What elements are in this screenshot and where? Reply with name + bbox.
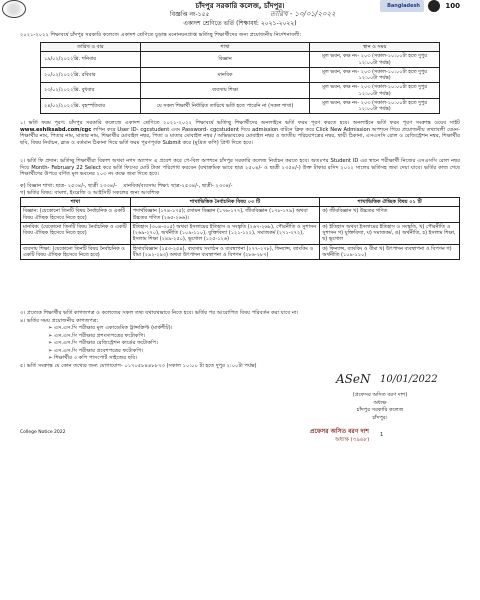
intro-text: ২০২১-২০২২ শিক্ষাবর্ষে চাঁদপুর সরকারি কলেজে একাদশ শ্রেণিতে চূড়ান্ত মনোনয়নপ্রাপ্ত ভর্তিচ্ছু শিক্ষার্থীদের জন্য প্রয়োজনীয় নির্দেশনাবলী: [20,32,302,38]
para1-text-b: লগিন করে User ID- cgcstudent এবং Password- cgcstudent দিয়ে admission বাটনে ক্লিক করে Click New Admission অপশনে গিয়ে প্রয়োজনীয় তথ্যাবলী যেমন- শিক্ষার্থীর নাম, পিতার নাম, মাতার নাম, শিক্ষার্থীর মোবাইল নম্বর, পিতা ও মাতার মোবাইল নম্বর / অভিভাবকের মোবাইল নম্বর ও জাতীয় পরিচয়পত্রের নম্বর, স্থায়ী ঠিকানা, এসএসসি রোল ও রেজিস্ট্রেশন নম্বর, শিক্ষার্থীর ছবি, বিষয় নির্বাচন, ব্লাড ও বর্তমান ঠিকানা দিয়ে ভর্তি ফরম পূরণপূর্বক Submit করে (মুদ্রিত কপি) প্রিন্ট দিতে হবে। [20,126,460,146]
row-date: ২০/০২/২০২২খ্রি. রবিবার [41,67,141,83]
para1-text-a: ১। ভর্তি ফরম পূরণ: চাঁদপুর সরকারি কলেজে একাদশ শ্রেণিতে ২০২১-২০২২ শিক্ষাবর্ষে ভর্তিচ্ছু শিক্ষার্থীদের অনলাইনে ভর্তি ফরম পূরণ করতে হবে। অনলাইনে ভর্তি ফরম পূরণ সংক্রান্ত ওয়েব সাইট [20,120,460,126]
list-item: ➢ এস.এস.সি পরীক্ষার রেজিস্ট্রেশন কার্ডের ফটোকপি। [48,340,158,346]
row-venue: মূল ভবন, কক্ষ নং- ২০৩ (সকাল-১০:০০টা হতে দুপুর ১২:০০টা পর্যন্ত) [310,83,440,99]
principal-city: চাঁদপুর। [372,414,388,421]
signature-block [300,392,460,422]
table-row [41,83,440,99]
notice-date: তারিখ - ১০/০১/২০২২ [270,10,336,18]
row-date: ২৩/০২/২০২২খ্রি. বুধবার [41,83,141,99]
bullet-text: শিক্ষার্থীর ৩ কপি পাসপোর্ট সাইজের ছবি। [54,355,138,361]
table-row [21,207,460,223]
instructions-list [20,310,460,370]
table-row [41,67,440,83]
table-row [21,222,460,244]
fee-payment-paragraph: ২। ভর্তি ফি প্রদান: ভর্তিচ্ছু শিক্ষার্থীরা বিকাশ অথবা নগদ অ্যাপস এ প্রবেশ করে পে-বিল অপশনে চাঁদপুর সরকারি কলেজ নির্বাচন করতে হবে। অতঃপর Student ID এর স্থানে পরীক্ষার্থী নিজের এসএসসি রোল নম্বর দিয়ে Month- February 22 Select করে ভর্তি ফিসের মোট টাকা পরিশোধ করবেন (যথাক্রমিক ভাবে ছাত্র ২৫০৪/- ও ছাত্রী ২৩৫৪/-) উক্ত টাকার রসিদ ২০২২ সালের ভর্তিসহ জমা দেয়া যাবে। ভর্তির কাজ শেষে শিক্ষার্থীদের উপরে বর্ণিত মূল ভবনের ২০৩ নং কক্ষে জমা দিতে হবে। [20,158,460,177]
footer-label: College Notice 2022 [20,430,66,435]
bullet-text: এস.এস.সি পরীক্ষার মূল একাডেমিক ট্রান্সক্রিপ্ট (মার্কশীট)। [54,325,173,331]
fee-humanities: মানবিক/ব্যবসায় শিক্ষা: ছাত্র-২৫৩৪/-, ছাত্রী- ২৩৩৪/- [123,183,233,189]
row-branch: ব্যবসায় শিক্ষা: (যেকোনো তিনটি বিষয় নৈর্বাচনিক ও একটি বিষয় ঐচ্ছিক হিসেবে নিতে হবে) [21,244,131,260]
form-fill-paragraph [20,120,460,146]
signature-date: 10/01/2022 [380,374,438,385]
header-compulsory: শাখাভিত্তিক নৈর্বাচনিক বিষয় ০৩ টি [130,198,320,207]
header-venue: স্থান ও সময় [310,43,440,52]
subject-line: গ) ভর্তির বিষয়: বাংলা, ইংরেজি ও আইসিটি সকলের জন্য আবশ্যিক [20,190,160,196]
list-item: ➢ এস.এস.সি পরীক্ষার প্রবেশপত্রের ফটোকপি। [48,347,144,354]
college-name: চাঁদপুর সরকারি কলেজ, চাঁদপুর। [195,2,285,10]
list-item: ৫। ভর্তি সংক্রান্ত যে কোন তথ্যের জন্য যোগাযোগ- ০১৭০৫৮৪৪৮৮৭৩ (সকাল ১০:০০ টা হতে দুপুর ২:০০টা পর্যন্ত) [20,362,257,369]
table-row [41,98,440,114]
table-row [21,244,460,260]
logo-number: 100 [445,2,460,10]
row-branch: বিজ্ঞান: (যেকোনো তিনটি বিষয় নৈর্বাচনিক ও একটি বিষয় ঐচ্ছিক হিসেবে নিতে হবে) [21,207,131,223]
row-optional: ক) ফিন্যান্স, ব্যাংকিং ও বীমা খ) উৎপাদন ব্যবস্থাপনা ও বিপণন গ) অর্থনীতি (১০৯-১১০) [320,244,460,260]
fee-line [20,183,460,190]
table-header-row [41,43,440,52]
principal-role: অধ্যক্ষ [373,399,387,406]
header-date: তারিখ ও বার [41,43,141,52]
row-venue: মূল ভবন, কক্ষ নং- ২০৩ (সকাল-১০:০০টা হতে দুপুর ১২:০০টা পর্যন্ত) [310,67,440,83]
list-item: ৪। ভর্তির সময় প্রয়োজনীয় কাগজপত্র: [20,317,99,324]
row-branch: মানবিক: (যেকোনো তিনটি বিষয় নৈর্বাচনিক ও একটি বিষয় ঐচ্ছিক হিসেবে নিতে হবে) [21,222,131,244]
row-compulsory: হিসাববিজ্ঞান (২৫৩-২৫৪), ব্যবসায় সংগঠন ও ব্যবস্থাপনা (২৭৭-২৭৮), ফিন্যান্স, ব্যাংকিং ও বীমা (২৯২-২৯৩) অথবা উৎপাদন ব্যবস্থাপনা ও বিপণন (২৮৬-২৮৭) [130,244,320,260]
principal-org: চাঁদপুর সরকারি কলেজ [356,407,404,413]
official-stamp-role: অধ্যক্ষ (৩৯৬৮) [335,437,370,443]
notice-number: বিজ্ঞপ্তি নং-১৫৫ [170,11,210,18]
row-branch: ব্যবসায় শিক্ষা [140,83,309,99]
bullet-text: এস.এস.সি পরীক্ষার প্রশংসাপত্রের ফটোকপি। [54,332,146,339]
row-branch: মানবিক [140,67,309,83]
row-date: ১৯/০২/২০২২খ্রি. শনিবার [41,52,141,68]
list-item: ➢ শিক্ষার্থীর ৩ কপি পাসপোর্ট সাইজের ছবি। [48,355,138,361]
fee-science: ক) বিজ্ঞান শাখা: ছাত্র- ২৫৩৪/-, ছাত্রী ২৩৩৪/- [20,183,117,189]
row-compulsory: পদার্থবিজ্ঞান (১৭৪-১৭৫); রসায়ন বিজ্ঞান (১৭৬-১৭৭), জীববিজ্ঞান (১৭৮-১৭৯) অথবা উচ্চতর গণিত (২৬৫-২৬৬)। [130,207,320,223]
row-optional: ক) জীববিজ্ঞান খ) উচ্চতর গণিত [320,207,460,223]
subjects-table [20,197,460,260]
schedule-table [40,42,440,114]
list-item: ➢ এস.এস.সি পরীক্ষার মূল একাডেমিক ট্রান্সক্রিপ্ট (মার্কশীট)। [48,325,173,331]
logo-text: Bangladesh [387,3,420,9]
row-branch: বিজ্ঞান [140,52,309,68]
list-item: ৩। প্রত্যেক শিক্ষার্থীর ভর্তি কাগজপত্র ও কলেজের সকল তথ্য যথাযথভাবে নিতে হবে। ভর্তির পর আরোপিত বিষয় পরিবর্তন করা যাবে না। [20,310,299,316]
signature-scribble: ASeN [336,372,371,386]
row-branch: যে সকল শিক্ষার্থী নির্ধারিত তারিখে ভর্তি হতে পারেনি না (সকল শাখা) [140,98,309,114]
row-date: ২৪/০২/২০২২খ্রি. বৃহস্পতিবার [41,98,141,114]
row-compulsory: ইতিহাস (৩০৪-৩০৫) অথবা ইসলামের ইতিহাস ও সংস্কৃতি (২৬৭-২৬৮), পৌরনীতি ও সুশাসন (২৬৯-২৭০), অর্থনীতি (১০৯-১১০), যুক্তিবিদ্যা (১২১-১২২), সমাজকর্ম (২৭১-২৭২), ইসলাম শিক্ষা (২৪৯-২৫০), ভূগোল (১২৫-১২৬) [130,222,320,244]
row-venue: মূল ভবন, কক্ষ নং- ২০৩ (সকাল-১০:০০টা হতে দুপুর ১২:০০টা পর্যন্ত) [310,98,440,114]
official-stamp: প্রফেসর অসিত বরণ দাশ [310,428,369,435]
list-item: ➢ এস.এস.সি পরীক্ষার প্রশংসাপত্রের ফটোকপি। [48,332,146,339]
header-branch: শাখা [21,198,131,207]
header-optional: শাখাভিত্তিক ঐচ্ছিক বিষয় ০১ টি [320,198,460,207]
header-branch: শাখা [140,43,309,52]
table-header-row [21,198,460,207]
principal-name: (প্রফেসর অসিত বরণ দাশ) [352,392,408,398]
page-number: 1 [380,432,384,438]
row-venue: মূল ভবন, কক্ষ নং- ২০৩ (সকাল-১০:০০টা হতে দুপুর ১২:০০টা পর্যন্ত) [310,52,440,68]
table-row [41,52,440,68]
admission-url-link[interactable]: www.eshiksabd.com/cgc [20,126,92,133]
row-optional: ক) ইতিহাস অথবা ইসলামের ইতিহাস ও সংস্কৃতি, খ) পৌরনীতি ও সুশাসন গ) যুক্তিবিদ্যা, ঘ) সমাজকর্ম, ঙ) অর্থনীতি, চ) ইসলাম শিক্ষা, ছ) ভূগোল [320,222,460,244]
bullet-text: এস.এস.সি পরীক্ষার রেজিস্ট্রেশন কার্ডের ফটোকপি। [54,340,158,346]
bullet-text: এস.এস.সি পরীক্ষার প্রবেশপত্রের ফটোকপি। [54,347,144,354]
notice-title: একাদশ শ্রেণিতে ভর্তি (শিক্ষাবর্ষ: ২০২১-২০২২) [183,20,297,27]
mujib-100-icon [428,0,440,12]
